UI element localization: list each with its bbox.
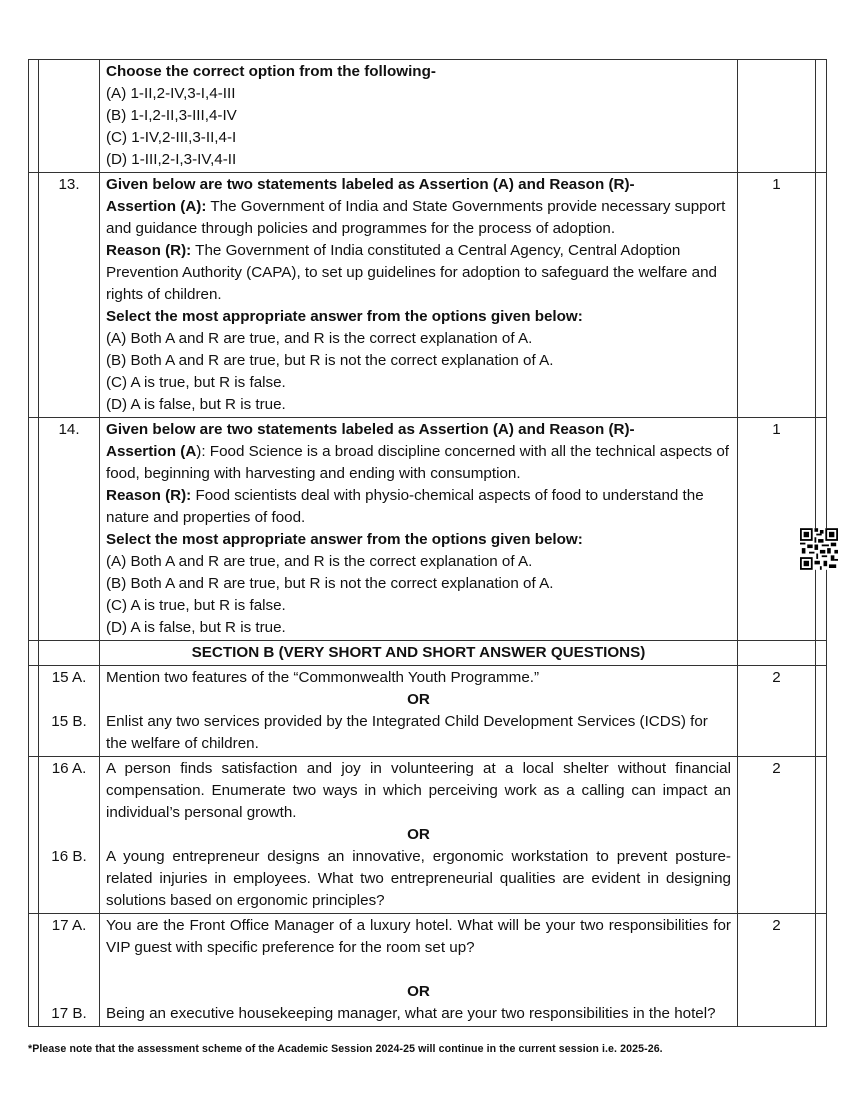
question-text <box>100 418 738 641</box>
marks: 2 <box>738 757 816 914</box>
margin-cell <box>29 641 39 666</box>
question-a-text: A person finds satisfaction and joy in volunteering at a local shelter without financial compensation. Enumerate two ways in which perceiving work as a calling can impact an individual’s personal growth. <box>106 760 731 821</box>
question-a-text: Mention two features of the “Commonwealth Youth Programme.” <box>106 669 540 686</box>
marks: 2 <box>738 666 816 757</box>
or-separator: OR <box>407 983 430 1000</box>
select-instruction: Select the most appropriate answer from the options given below: <box>106 308 583 325</box>
question-text <box>100 666 738 757</box>
reason-label: Reason (R): <box>106 242 192 259</box>
option: (A) Both A and R are true, and R is the correct explanation of A. <box>106 553 533 570</box>
margin-cell <box>816 757 827 914</box>
section-heading-row <box>29 641 827 666</box>
assertion <box>106 196 731 240</box>
question-row-16 <box>29 757 827 914</box>
question-number <box>39 641 100 666</box>
reason-label: Reason (R): <box>106 487 192 504</box>
margin-cell <box>29 666 39 757</box>
question-number: 13. <box>39 173 100 418</box>
marks <box>738 641 816 666</box>
marks <box>738 60 816 173</box>
question-text <box>100 60 738 173</box>
question-number <box>39 914 100 1027</box>
option: (C) 1-IV,2-III,3-II,4-I <box>106 129 237 146</box>
question-row-15 <box>29 666 827 757</box>
option: (D) A is false, but R is true. <box>106 396 286 413</box>
question-table <box>28 59 827 1027</box>
marks: 1 <box>738 173 816 418</box>
question-b-text: A young entrepreneur designs an innovative, ergonomic workstation to prevent posture-related injuries in employees. What two entrepreneurial qualities are evident in designing solutions based on ergonomic principles? <box>106 848 731 909</box>
question-intro: Given below are two statements labeled as Assertion (A) and Reason (R)- <box>106 176 635 193</box>
margin-cell <box>816 914 827 1027</box>
assertion-text: The Government of India and State Governments provide necessary support and guidance through policies and programmes for the process of adoption. <box>106 198 726 237</box>
margin-cell <box>29 418 39 641</box>
margin-cell <box>816 60 827 173</box>
margin-cell <box>29 173 39 418</box>
qr-code-icon <box>800 528 838 570</box>
question-b-text: Being an executive housekeeping manager, what are your two responsibilities in the hotel? <box>106 1005 716 1022</box>
option: (B) Both A and R are true, but R is not the correct explanation of A. <box>106 575 554 592</box>
option: (B) 1-I,2-II,3-III,4-IV <box>106 107 237 124</box>
question-text <box>100 914 738 1027</box>
question-b-text: Enlist any two services provided by the Integrated Child Development Services (ICDS) for the welfare of children. <box>106 713 708 752</box>
question-row-14 <box>29 418 827 641</box>
margin-cell <box>29 60 39 173</box>
reason-text: The Government of India constituted a Central Agency, Central Adoption Prevention Authority (CAPA), to set up guidelines for adoption to safeguard the welfare and rights of children. <box>106 242 717 303</box>
assertion-label: Assertion (A <box>106 443 197 460</box>
question-number <box>39 666 100 757</box>
question-intro: Given below are two statements labeled as Assertion (A) and Reason (R)- <box>106 421 635 438</box>
option: (C) A is true, but R is false. <box>106 374 286 391</box>
question-number-a: 15 A. <box>51 669 87 686</box>
question-number: 14. <box>39 418 100 641</box>
question-row-13 <box>29 173 827 418</box>
question-text <box>100 173 738 418</box>
option: (D) 1-III,2-I,3-IV,4-II <box>106 151 237 168</box>
instruction: Choose the correct option from the following- <box>106 63 436 80</box>
option: (B) Both A and R are true, but R is not the correct explanation of A. <box>106 352 554 369</box>
question-number-b: 15 B. <box>51 713 87 730</box>
reason-text: Food scientists deal with physio-chemical aspects of food to understand the nature and properties of food. <box>106 487 704 526</box>
assertion-text: ): Food Science is a broad discipline concerned with all the technical aspects of food, beginning with harvesting and ending with consumption. <box>106 443 729 482</box>
select-instruction: Select the most appropriate answer from the options given below: <box>106 531 583 548</box>
question-paper <box>28 59 826 1027</box>
margin-cell <box>29 914 39 1027</box>
question-number-a: 17 A. <box>51 917 87 934</box>
or-separator: OR <box>407 826 430 843</box>
question-number <box>39 757 100 914</box>
margin-cell <box>816 173 827 418</box>
marks: 2 <box>738 914 816 1027</box>
question-row-17 <box>29 914 827 1027</box>
reason <box>106 485 731 529</box>
margin-cell <box>29 757 39 914</box>
question-number <box>39 60 100 173</box>
option: (C) A is true, but R is false. <box>106 597 286 614</box>
assertion <box>106 441 731 485</box>
assertion-label: Assertion (A): <box>106 198 207 215</box>
footnote: *Please note that the assessment scheme of the Academic Session 2024-25 will continue in the current session i.e. 2025-26. <box>28 1043 663 1055</box>
margin-cell <box>816 641 827 666</box>
option: (D) A is false, but R is true. <box>106 619 286 636</box>
margin-cell <box>816 666 827 757</box>
or-separator: OR <box>407 691 430 708</box>
option: (A) 1-II,2-IV,3-I,4-III <box>106 85 236 102</box>
section-heading: SECTION B (VERY SHORT AND SHORT ANSWER QUESTIONS) <box>100 641 738 666</box>
question-a-text: You are the Front Office Manager of a luxury hotel. What will be your two responsibilities for VIP guest with specific preference for the room set up? <box>106 917 731 956</box>
question-number-b: 17 B. <box>51 1005 87 1022</box>
question-number-b: 16 B. <box>51 848 87 865</box>
question-number-a: 16 A. <box>51 760 87 777</box>
question-row-12-continued <box>29 60 827 173</box>
reason <box>106 240 731 306</box>
option: (A) Both A and R are true, and R is the correct explanation of A. <box>106 330 533 347</box>
question-text <box>100 757 738 914</box>
marks: 1 <box>738 418 816 641</box>
